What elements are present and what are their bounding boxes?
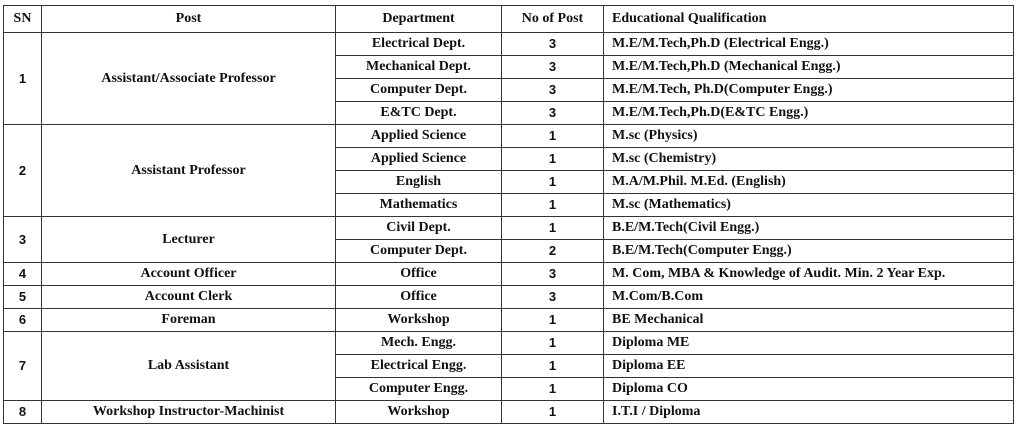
table-row [4, 33, 1014, 56]
cell-qualification: Diploma CO [604, 378, 1014, 401]
table-row [4, 125, 1014, 148]
cell-no-of-post: 1 [502, 378, 604, 401]
cell-department: Computer Dept. [336, 240, 502, 263]
cell-no-of-post: 3 [502, 263, 604, 286]
cell-sn: 4 [4, 263, 42, 286]
cell-department: Civil Dept. [336, 217, 502, 240]
header-qualification: Educational Qualification [604, 6, 1014, 33]
table-row [4, 401, 1014, 424]
cell-qualification: Diploma EE [604, 355, 1014, 378]
recruitment-table-container [3, 5, 1013, 424]
cell-department: Office [336, 263, 502, 286]
cell-qualification: Diploma ME [604, 332, 1014, 355]
cell-department: English [336, 171, 502, 194]
cell-no-of-post: 1 [502, 401, 604, 424]
cell-department: Mech. Engg. [336, 332, 502, 355]
cell-post: Lab Assistant [42, 332, 336, 401]
cell-qualification: M.E/M.Tech, Ph.D(Computer Engg.) [604, 79, 1014, 102]
header-no-of-post: No of Post [502, 6, 604, 33]
cell-post: Assistant Professor [42, 125, 336, 217]
cell-qualification: M.sc (Physics) [604, 125, 1014, 148]
cell-sn: 5 [4, 286, 42, 309]
cell-qualification: B.E/M.Tech(Computer Engg.) [604, 240, 1014, 263]
cell-department: Electrical Dept. [336, 33, 502, 56]
table-row [4, 286, 1014, 309]
cell-post: Lecturer [42, 217, 336, 263]
cell-department: Applied Science [336, 125, 502, 148]
cell-no-of-post: 3 [502, 102, 604, 125]
cell-department: Mathematics [336, 194, 502, 217]
cell-no-of-post: 1 [502, 309, 604, 332]
cell-department: Electrical Engg. [336, 355, 502, 378]
cell-qualification: BE Mechanical [604, 309, 1014, 332]
cell-no-of-post: 1 [502, 171, 604, 194]
cell-no-of-post: 1 [502, 355, 604, 378]
cell-no-of-post: 1 [502, 125, 604, 148]
cell-department: Applied Science [336, 148, 502, 171]
cell-qualification: I.T.I / Diploma [604, 401, 1014, 424]
table-row [4, 332, 1014, 355]
cell-no-of-post: 3 [502, 79, 604, 102]
cell-sn: 8 [4, 401, 42, 424]
cell-department: Workshop [336, 309, 502, 332]
cell-no-of-post: 3 [502, 56, 604, 79]
cell-qualification: M.A/M.Phil. M.Ed. (English) [604, 171, 1014, 194]
table-row [4, 217, 1014, 240]
cell-qualification: B.E/M.Tech(Civil Engg.) [604, 217, 1014, 240]
cell-department: Computer Engg. [336, 378, 502, 401]
cell-no-of-post: 2 [502, 240, 604, 263]
cell-department: E&TC Dept. [336, 102, 502, 125]
table-header-row [4, 6, 1014, 33]
cell-no-of-post: 1 [502, 194, 604, 217]
cell-no-of-post: 1 [502, 332, 604, 355]
cell-no-of-post: 3 [502, 286, 604, 309]
cell-qualification: M.sc (Mathematics) [604, 194, 1014, 217]
recruitment-table [3, 5, 1014, 424]
cell-no-of-post: 1 [502, 217, 604, 240]
cell-qualification: M.Com/B.Com [604, 286, 1014, 309]
cell-sn: 2 [4, 125, 42, 217]
table-row [4, 263, 1014, 286]
cell-sn: 3 [4, 217, 42, 263]
cell-department: Mechanical Dept. [336, 56, 502, 79]
cell-no-of-post: 1 [502, 148, 604, 171]
cell-sn: 6 [4, 309, 42, 332]
table-body [4, 33, 1014, 424]
cell-qualification: M. Com, MBA & Knowledge of Audit. Min. 2 Year Exp. [604, 263, 1014, 286]
cell-post: Assistant/Associate Professor [42, 33, 336, 125]
header-department: Department [336, 6, 502, 33]
header-post: Post [42, 6, 336, 33]
cell-qualification: M.E/M.Tech,Ph.D (Electrical Engg.) [604, 33, 1014, 56]
cell-post: Account Clerk [42, 286, 336, 309]
cell-department: Computer Dept. [336, 79, 502, 102]
cell-department: Office [336, 286, 502, 309]
cell-sn: 1 [4, 33, 42, 125]
cell-post: Workshop Instructor-Machinist [42, 401, 336, 424]
header-sn: SN [4, 6, 42, 33]
cell-qualification: M.E/M.Tech,Ph.D (Mechanical Engg.) [604, 56, 1014, 79]
cell-post: Foreman [42, 309, 336, 332]
cell-department: Workshop [336, 401, 502, 424]
cell-no-of-post: 3 [502, 33, 604, 56]
cell-sn: 7 [4, 332, 42, 401]
cell-qualification: M.sc (Chemistry) [604, 148, 1014, 171]
cell-qualification: M.E/M.Tech,Ph.D(E&TC Engg.) [604, 102, 1014, 125]
cell-post: Account Officer [42, 263, 336, 286]
table-row [4, 309, 1014, 332]
